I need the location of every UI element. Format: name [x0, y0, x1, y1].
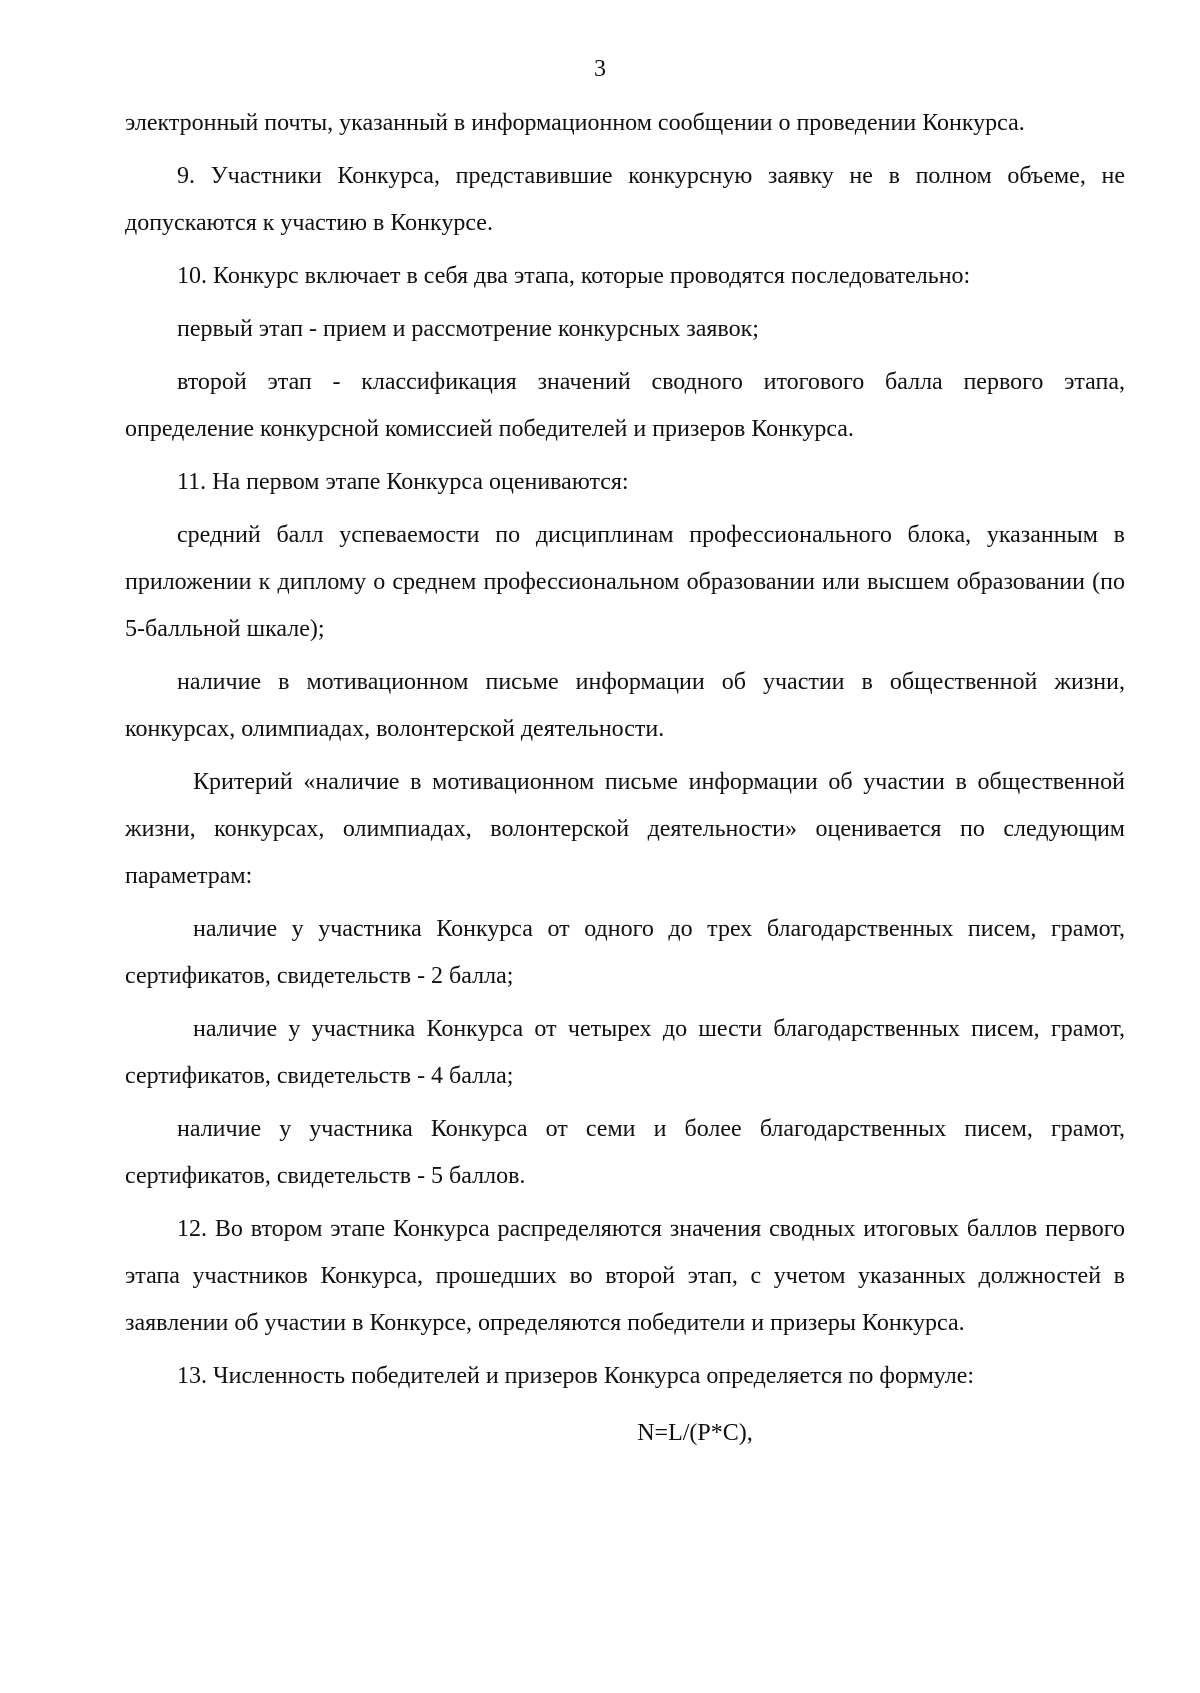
paragraph-criterion: Критерий «наличие в мотивационном письме информации об участии в общественной жизни, конкурсах, олимпиадах, волонтерской деятельности» оценивается по следующим параметрам:	[125, 769, 1125, 889]
paragraph-stage-one: первый этап - прием и рассмотрение конкурсных заявок;	[177, 316, 759, 342]
paragraph-item-11: 11. На первом этапе Конкурса оцениваются:	[177, 469, 629, 495]
formula: N=L/(P*C),	[637, 1420, 753, 1446]
paragraph-email-continuation: электронный почты, указанный в информационном сообщении о проведении Конкурса.	[125, 110, 1025, 136]
paragraph-score-4: наличие у участника Конкурса от четырех до шести благодарственных писем, грамот, сертификатов, свидетельств - 4 балла;	[125, 1016, 1125, 1089]
paragraph-score-2: наличие у участника Конкурса от одного до трех благодарственных писем, грамот, сертификатов, свидетельств - 2 балла;	[125, 916, 1125, 989]
paragraph-item-9: 9. Участники Конкурса, представившие конкурсную заявку не в полном объеме, не допускаются к участию в Конкурсе.	[125, 163, 1125, 236]
paragraph-item-12: 12. Во втором этапе Конкурса распределяются значения сводных итоговых баллов первого этапа участников Конкурса, прошедших во второй этап, с учетом указанных должностей в заявлении об участии в Конкурсе, определяются победители и призеры Конкурса.	[125, 1216, 1125, 1336]
paragraph-stage-two: второй этап - классификация значений сводного итогового балла первого этапа, определение конкурсной комиссией победителей и призеров Конкурса.	[125, 369, 1125, 442]
paragraph-item-13: 13. Численность победителей и призеров Конкурса определяется по формуле:	[177, 1363, 975, 1389]
paragraph-item-10: 10. Конкурс включает в себя два этапа, которые проводятся последовательно:	[177, 263, 971, 289]
paragraph-average-grade: средний балл успеваемости по дисциплинам профессионального блока, указанным в приложении к диплому о среднем профессиональном образовании или высшем образовании (по 5-балльной шкале);	[125, 522, 1125, 642]
paragraph-motivation-letter: наличие в мотивационном письме информации об участии в общественной жизни, конкурсах, олимпиадах, волонтерской деятельности.	[125, 669, 1125, 742]
document-body	[125, 100, 1125, 1457]
page-number: 3	[594, 56, 606, 82]
paragraph-score-5: наличие у участника Конкурса от семи и более благодарственных писем, грамот, сертификатов, свидетельств - 5 баллов.	[125, 1116, 1125, 1189]
